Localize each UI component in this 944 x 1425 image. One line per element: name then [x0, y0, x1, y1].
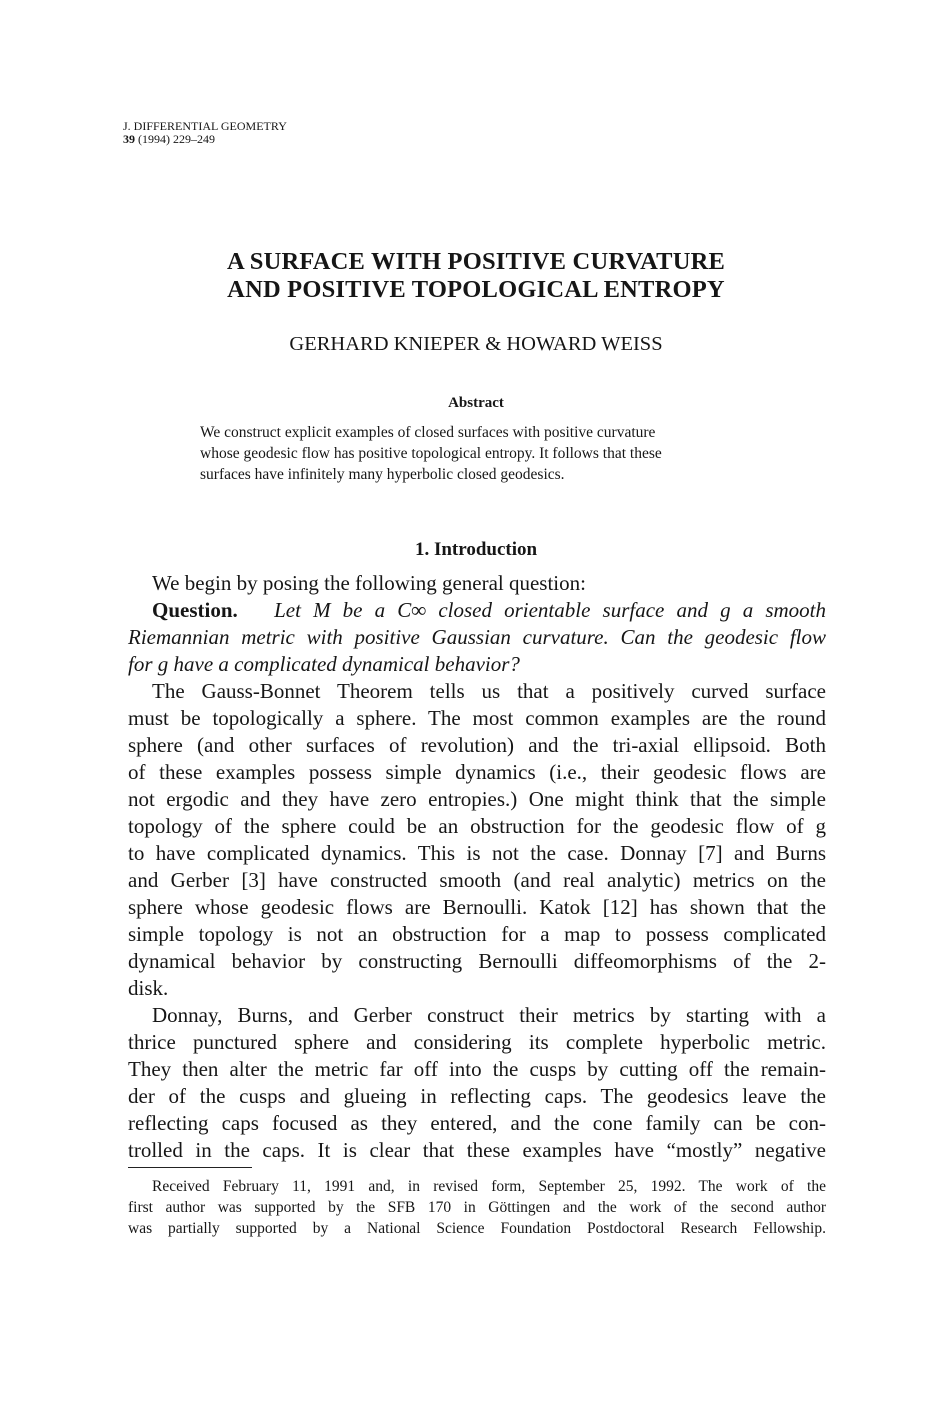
journal-year-pages: (1994) 229–249 [138, 132, 215, 146]
body-line: topology of the sphere could be an obstruction for the geodesic flow of g [128, 814, 826, 838]
body-line: trolled in the caps. It is clear that these examples have “mostly” negative [128, 1138, 826, 1162]
abstract-line: whose geodesic flow has positive topological entropy. It follows that these [200, 445, 662, 462]
body-line: dynamical behavior by constructing Bernoulli diffeomorphisms of the 2- [128, 949, 826, 973]
footnote-divider [128, 1167, 252, 1168]
abstract-heading: Abstract [448, 395, 504, 411]
body-line: The Gauss-Bonnet Theorem tells us that a positively curved surface [152, 679, 826, 703]
body-line: not ergodic and they have zero entropies.) One might think that the simple [128, 787, 826, 811]
body-line: We begin by posing the following general question: [152, 571, 586, 595]
body-line: sphere whose geodesic flows are Bernoulli. Katok [12] has shown that the [128, 895, 826, 919]
footnote-line: Received February 11, 1991 and, in revised form, September 25, 1992. The work of the [152, 1178, 826, 1195]
footnote-line: first author was supported by the SFB 170 in Göttingen and the work of the second author [128, 1199, 826, 1216]
paper-title-line-1: A SURFACE WITH POSITIVE CURVATURE [226, 248, 726, 275]
question-label: Question. [152, 598, 238, 622]
question-text: Let M be a C∞ closed orientable surface and g a smooth [274, 598, 826, 622]
body-line: disk. [128, 976, 169, 1000]
body-line: must be topologically a sphere. The most common examples are the round [128, 706, 826, 730]
footnote [128, 1176, 826, 1239]
main-text [128, 570, 826, 1164]
body-line: simple topology is not an obstruction for a map to possess complicated [128, 922, 826, 946]
section-heading-introduction: 1. Introduction [414, 539, 538, 560]
body-line: Donnay, Burns, and Gerber construct their metrics by starting with a [152, 1003, 826, 1027]
body-line: They then alter the metric far off into the cusps by cutting off the remain- [128, 1057, 826, 1081]
body-line: to have complicated dynamics. This is not the case. Donnay [7] and Burns [128, 841, 826, 865]
body-line: sphere (and other surfaces of revolution) and the tri-axial ellipsoid. Both [128, 733, 826, 757]
footnote-line: was partially supported by a National Science Foundation Postdoctoral Research Fellowship. [128, 1220, 826, 1237]
body-line: and Gerber [3] have constructed smooth (and real analytic) metrics on the [128, 868, 826, 892]
body-line: der of the cusps and glueing in reflecting caps. The geodesics leave the [128, 1084, 826, 1108]
paper-title [120, 248, 832, 304]
journal-name: J. DIFFERENTIAL GEOMETRY [123, 119, 287, 133]
question-line: Riemannian metric with positive Gaussian curvature. Can the geodesic flow [128, 625, 826, 649]
body-line: thrice punctured sphere and considering its complete hyperbolic metric. [128, 1030, 826, 1054]
question-line [128, 597, 826, 624]
abstract-body [200, 422, 760, 485]
abstract-line: We construct explicit examples of closed surfaces with positive curvature [200, 424, 656, 441]
paper-authors: GERHARD KNIEPER & HOWARD WEISS [289, 333, 663, 355]
paper-title-line-2: AND POSITIVE TOPOLOGICAL ENTROPY [227, 276, 725, 303]
body-line: of these examples possess simple dynamics (i.e., their geodesic flows are [128, 760, 826, 784]
abstract-line: surfaces have infinitely many hyperbolic closed geodesics. [200, 466, 565, 483]
journal-volume: 39 [123, 132, 135, 146]
body-line: reflecting caps focused as they entered, and the cone family can be con- [128, 1111, 826, 1135]
journal-header [123, 120, 287, 146]
question-line: for g have a complicated dynamical behavior? [128, 652, 520, 676]
journal-volume-line [123, 133, 287, 146]
